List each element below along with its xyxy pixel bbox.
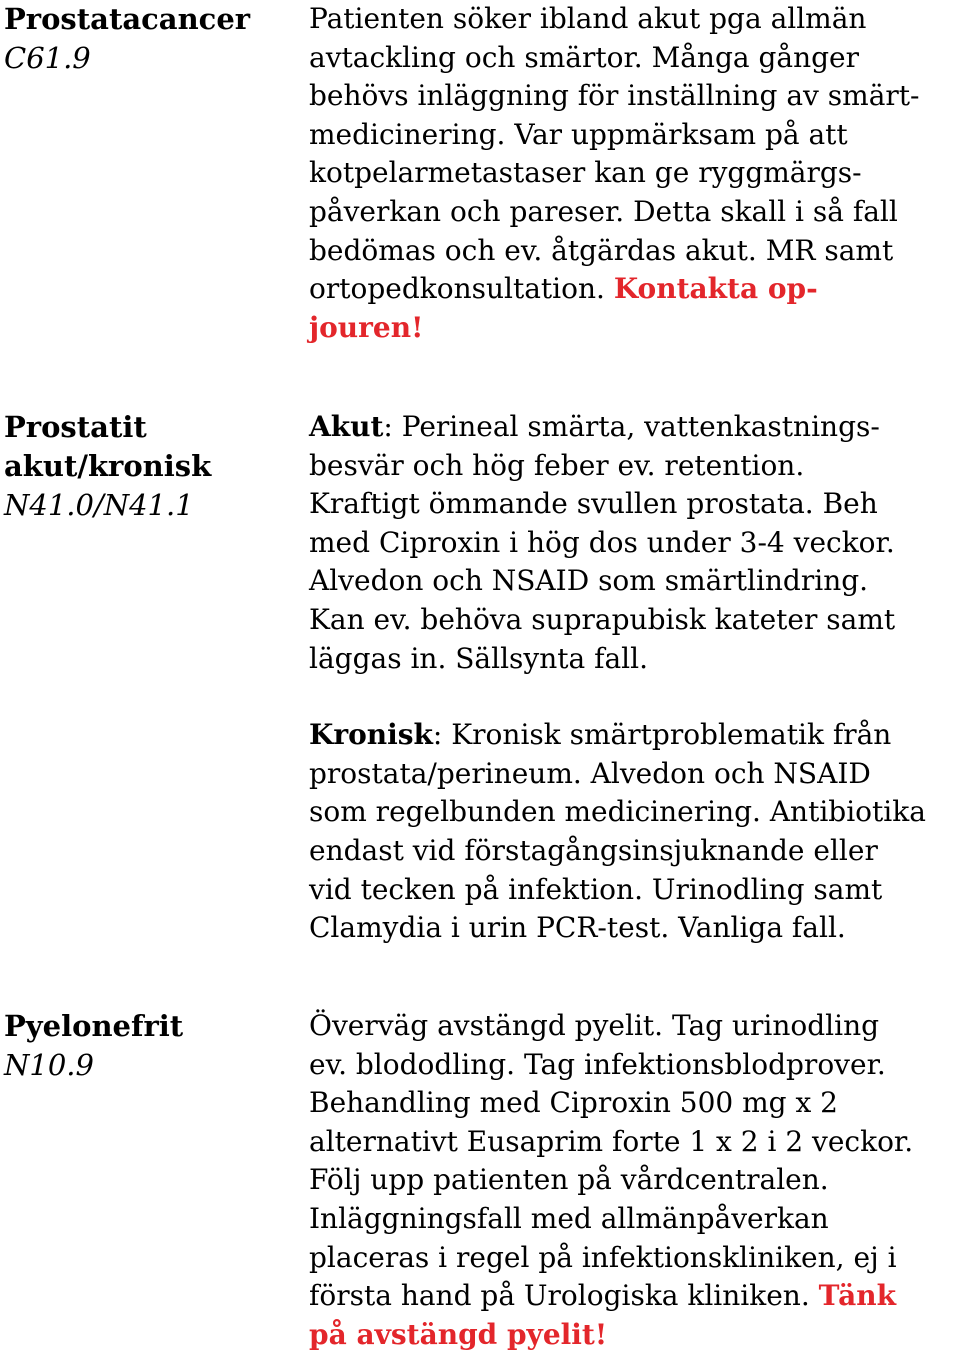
acute-label: Akut <box>309 410 384 443</box>
diagnosis-code: N10.9 <box>4 1048 94 1082</box>
diagnosis-description <box>309 0 959 347</box>
acute-paragraph <box>309 408 959 678</box>
description-text: : Perineal smärta, vattenkastnings- <box>383 410 880 443</box>
description-line: Kan ev. behöva suprapubisk kateter samt <box>309 602 896 636</box>
description-line <box>309 1277 959 1316</box>
alert-text: på avstängd pyelit! <box>309 1317 608 1351</box>
alert-text: Tänk <box>818 1279 897 1313</box>
diagnosis-name: Prostatit <box>4 410 147 444</box>
description-line: läggas in. Sällsynta fall. <box>309 641 648 675</box>
description-text: första hand på Urologiska kliniken. <box>309 1279 819 1313</box>
diagnosis-term <box>4 1007 294 1085</box>
description-line: behövs inläggning för inställning av smärt- <box>309 79 920 113</box>
description-text: : Kronisk smärtproblematik från <box>432 718 892 752</box>
description-line: prostata/perineum. Alvedon och NSAID <box>309 756 871 790</box>
diagnosis-name: Pyelonefrit <box>4 1009 184 1043</box>
description-line: Överväg avstängd pyelit. Tag urinodling <box>309 1009 880 1042</box>
description-line <box>309 270 959 309</box>
description-line: alternativt Eusaprim forte 1 x 2 i 2 veckor. <box>309 1124 914 1158</box>
diagnosis-term <box>4 0 294 78</box>
diagnosis-description <box>309 408 959 948</box>
description-line: som regelbunden medicinering. Antibiotika <box>309 795 926 829</box>
description-line: Clamydia i urin PCR-test. Vanliga fall. <box>309 911 846 945</box>
description-line: med Ciproxin i hög dos under 3-4 veckor. <box>309 525 895 559</box>
description-line <box>309 716 959 755</box>
description-line: Behandling med Ciproxin 500 mg x 2 <box>309 1086 838 1120</box>
description-line: medicinering. Var uppmärksam på att <box>309 117 848 151</box>
description-line: Alvedon och NSAID som smärtlindring. <box>309 564 869 598</box>
description-line <box>309 408 959 447</box>
description-line: Kraftigt ömmande svullen prostata. Beh <box>309 487 878 521</box>
alert-text: jouren! <box>309 310 424 344</box>
description-line: påverkan och pareser. Detta skall i så fall <box>309 194 898 228</box>
description-line: besvär och hög feber ev. retention. <box>309 448 805 482</box>
diagnosis-code: N41.0/N41.1 <box>4 488 194 522</box>
description-line: ev. blododling. Tag infektionsblodprover. <box>309 1047 886 1081</box>
chronic-paragraph <box>309 716 959 948</box>
description-text: ortopedkonsultation. <box>309 272 614 306</box>
description-line: Patienten söker ibland akut pga allmän <box>309 2 867 35</box>
description-line: kotpelarmetastaser kan ge ryggmärgs- <box>309 156 862 190</box>
chronic-label: Kronisk <box>309 718 433 752</box>
diagnosis-code: C61.9 <box>4 41 91 75</box>
diagnosis-name: Prostatacancer <box>4 2 251 36</box>
description-line: bedömas och ev. åtgärdas akut. MR samt <box>309 233 894 267</box>
description-line: Följ upp patienten på vårdcentralen. <box>309 1163 829 1197</box>
description-line: endast vid förstagångsinsjuknande eller <box>309 833 878 867</box>
diagnosis-name: akut/kronisk <box>4 449 212 483</box>
description-line: avtackling och smärtor. Många gånger <box>309 40 860 74</box>
diagnosis-description <box>309 1007 959 1354</box>
description-line: Inläggningsfall med allmänpåverkan <box>309 1201 829 1235</box>
alert-text: Kontakta op- <box>613 272 818 306</box>
description-line: vid tecken på infektion. Urinodling samt <box>309 872 883 906</box>
description-line: placeras i regel på infektionskliniken, ej i <box>309 1240 897 1274</box>
diagnosis-term <box>4 408 294 525</box>
